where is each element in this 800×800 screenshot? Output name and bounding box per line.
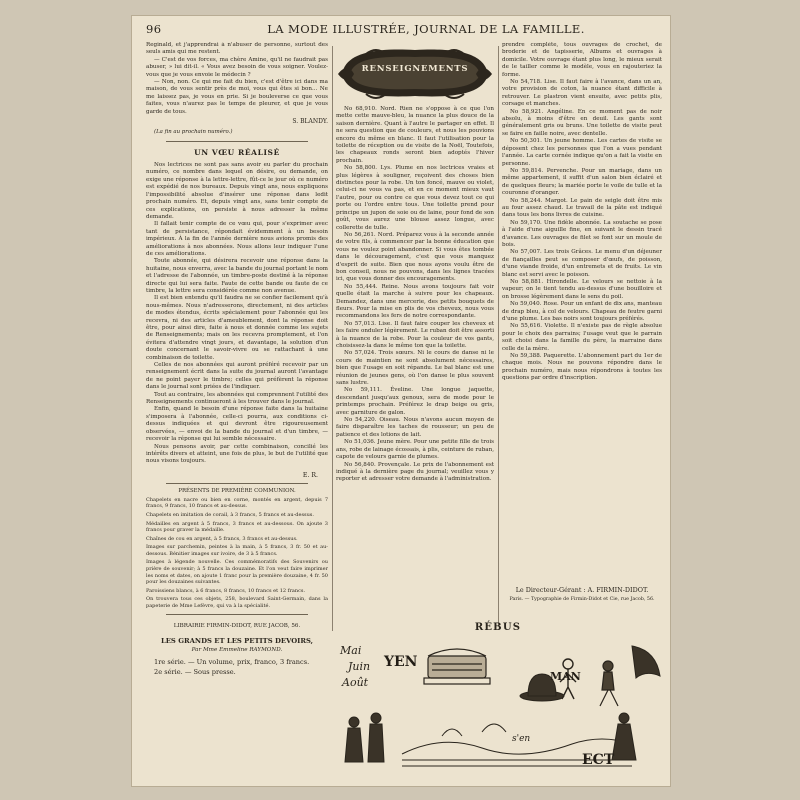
advert-line: Images sur parchemin, peintes à la main, à 5 francs, 3 fr. 50 et au-dessous. Bénitier images sur ivoire, de 3 à 5 francs.	[146, 544, 328, 557]
rebus-illustration	[332, 622, 664, 782]
rebus-title: RÉBUS	[474, 622, 522, 633]
separator	[166, 483, 308, 484]
answer-paragraph: No 58,244. Margot. Le pain de seigle doit être mis au four assez chaud. Le travail de la pâte est indiqué dans tous les bons livres de cuisine.	[502, 197, 662, 219]
book-series: 1re série. — Un volume, prix, franco, 3 francs.	[154, 657, 310, 666]
answer-paragraph: No 54,718. Lise. Il faut faire à l'avance, dans un an, votre provision de coton, la nuance étant difficile à retrouver. Le plastron vient ensuite, avec petits plis, corsage et manches.	[502, 79, 662, 108]
middle-column	[336, 42, 494, 624]
answer-paragraph: prendre complète, tous ouvrages de crochet, de broderie et de tapisserie, Albums et ouvrages à domicile. Votre ouvrage étant plus long, le mieux serait de le tailler comme le modèle, vous en rajouteriez la forme.	[502, 42, 662, 78]
section-title: UN VŒU RÉALISÉ	[194, 148, 280, 158]
rebus-handwritten: Août	[342, 676, 369, 689]
advert-line: Chaînes de cou en argent, à 5 francs, 3 francs et au-dessus.	[146, 535, 298, 542]
left-column	[146, 42, 328, 777]
answer-paragraph: No 58,921. Angéline. En ce moment pas de noir absolu, à moins d'être en deuil. Les gants sont généralement gris ou bruns. Une toilette de visite peut se faire en faille noire, avec dentelle.	[502, 108, 662, 137]
answer-paragraph: No 51,036. Jeune mère. Pour une petite fille de trois ans, robe de lainage écossais, à plis, ceinture de ruban, capote de velours garnie de plumes.	[336, 439, 494, 461]
answer-paragraph: No 59,040. Rose. Pour un enfant de dix ans, manteau de drap bleu, à col de velours. Chapeau de feutre garni d'une plume. Les bas noirs sont toujours préférés.	[502, 301, 662, 323]
separator	[166, 141, 308, 142]
right-column	[502, 42, 662, 624]
article-paragraph: Tout au contraire, les abonnées qui comprennent l'utilité des Renseignements continueront à les trouver dans le journal.	[146, 391, 328, 406]
article-paragraph: Toute abonnée, qui désirera recevoir une réponse dans la huitaine, nous enverra, avec la bande du journal portant le nom et l'adresse de l'abonnée, un timbre-poste destiné à la réponse directe qui lui sera faite. Faute de cette bande ou faute de ce timbre, la lettre sera considérée comme non avenue.	[146, 258, 328, 294]
rebus-word: ECT	[582, 752, 615, 768]
rebus-handwritten: Juin	[348, 660, 371, 673]
answer-paragraph: No 50,301. Un jeune homme. Les cartes de visite se déposent chez les personnes que l'on a vues pendant l'année. La carte cornée indique qu'on a fait la visite en personne.	[502, 138, 662, 167]
author-signature: S. BLANDY.	[292, 118, 328, 126]
advert-line: On trouvera tous ces objets, 258, boulevard Saint-Germain, dans la papeterie de Mme Lefèvre, qui va à la spécialité.	[146, 596, 328, 610]
answer-paragraph: No 57,007. Les trois Grâces. Le menu d'un déjeuner de fiançailles peut se composer d'œufs, de poisson, d'une viande froide, d'un entremets et de fruits. Le vin blanc est servi avec le poisson.	[502, 249, 662, 278]
rebus-handwritten: s'en	[512, 734, 531, 744]
book-series: 2e série. — Sous presse.	[154, 667, 236, 676]
article-paragraph: Il fallait tenir compte de ce vœu qui, pour s'exprimer avec tant de persistance, répondait évidemment à un besoin impérieux. À la fin de l'année dernière nous avions promis des améliorations à nos abonnées. Nous allons leur indiquer l'une de ces améliorations.	[146, 221, 328, 257]
answer-paragraph: No 58,800. Lys. Plume en nos lectrices vraies et plus légères à souligner, reçoivent des choses bien distinctes pour la robe. Un ton foncé, mauve ou violet, celui-ci ne vous va pas, et en ce moment mieux vaut l'autre, pour ou contre ce que vous devez tout ce qui porte ou l'ordre entre tous. Une toilette prend pour principe un jupon de soie ou de laine, pour fond de son goût, vous aurez une blouse assez longue, avec collerette de tulle.	[336, 165, 494, 231]
advert-line: Images à légende nouvelle. Ces commémoratifs des Souvenirs ou prière de souvenir; à 5 francs la douzaine. Et l'on veut faire imprimer les noms et dates, on ajoute 1 franc pour la première douzaine, 4 fr. 50 pour les douzaines suivantes.	[146, 559, 328, 586]
answer-paragraph: No 59,388. Paquerette. L'abonnement part du 1er de chaque mois. Nous ne pouvons répondre dans le prochain numéro, mais nous répondrons à toutes les questions par ordre d'inscription.	[502, 353, 662, 382]
story-paragraph: — C'est de vos forces, ma chère Amine, qu'il ne faudrait pas abuser, » lui dit-il. « Vous avez besoin de vous soigner. Voulez-vous que je vous envoie le médecin ?	[146, 56, 328, 78]
rebus-word: MAN	[550, 670, 581, 683]
article-paragraph: Celles de nos abonnées qui auront préféré recevoir par un renseignement écrit dans la suite du journal auront l'avantage de ne point payer le timbre; celles qui préfèrent la réponse dans le journal sont priées de l'indiquer.	[146, 362, 328, 391]
rebus-word: YEN	[384, 654, 418, 670]
column-divider-left	[332, 46, 333, 631]
answer-paragraph: No 55,616. Violette. Il n'existe pas de règle absolue pour le choix des parrains; l'usage veut que le parrain soit choisi dans la famille du père, la marraine dans celle de la mère.	[502, 323, 662, 352]
answer-paragraph: No 59,111. Éveline. Une longue jaquette, descendant jusqu'aux genoux, sera de mode pour le printemps prochain. Préférez le drap beige ou gris, avec garniture de galon.	[336, 387, 494, 416]
story-paragraph: Reginald, et j'apprendrai à n'abuser de personne, surtout des seuls amis qui me restent.	[146, 42, 328, 56]
book-title: LES GRANDS ET LES PETITS DEVOIRS,	[160, 636, 314, 645]
banner-title: RENSEIGNEMENTS	[361, 64, 469, 74]
printer-line: Paris. — Typographie de Firmin-Didot et Cie, rue Jacob, 56.	[509, 597, 655, 602]
advert-title: PRÉSENTS DE PREMIÈRE COMMUNION.	[178, 487, 296, 494]
answer-paragraph: No 54,220. Oiseau. Nous n'avons aucun moyen de faire disparaître les taches de rousseur; un peu de patience et des lotions de lait.	[336, 417, 494, 438]
answer-paragraph: No 56,840. Provençale. Le prix de l'abonnement est indiqué à la dernière page du journal; veuillez vous y reporter et adresser votre demande à l'administration.	[336, 461, 494, 483]
answer-paragraph: No 58,881. Hirondelle. Le velours se nettoie à la vapeur; on le tient tendu au-dessus d'une bouilloire et on brosse légèrement dans le sens du poil.	[502, 279, 662, 300]
horn-figure	[632, 646, 660, 678]
article-initials: E. R.	[302, 471, 318, 479]
inkwell-figure	[424, 649, 490, 684]
figure-woman	[612, 713, 636, 760]
walking-couple	[345, 713, 384, 762]
figure-runner	[600, 661, 618, 706]
answer-paragraph: No 55,444. Reine. Nous avons toujours fait voir quelle était la marche à suivre pour les chapeaux. Demandez, dans une mercerie, des petits bouquets de fleurs. Pour la mise en plis de vos cheveux, nous vous recommandons les fers de notre correspondante.	[336, 283, 494, 320]
publisher-line: LIBRAIRIE FIRMIN-DIDOT, RUE JACOB, 56.	[173, 622, 301, 629]
answer-paragraph: No 56,261. Nord. Préparez vous à la seconde année de votre fils, à commencer par la bonne éducation que vous ne voulez point abandonner. Si vous êtes tombée dans le découragement, c'est que vous manquez d'esprit de suite. Bien que nous ayons voulu être de bon conseil, nous ne pouvons, dans les lignes tracées ici, que vous donner des encouragements.	[336, 231, 494, 283]
advert-line: Paroissiens blancs, à 6 francs, 8 francs, 10 francs et 12 francs.	[146, 587, 306, 594]
journal-title: LA MODE ILLUSTRÉE, JOURNAL DE LA FAMILLE.	[267, 22, 585, 36]
article-paragraph: Nous pensons avoir, par cette combinaison, concilié les intérêts divers et atteint, une fois de plus, le but de l'utilité que nous visons toujours.	[146, 443, 328, 465]
running-header	[132, 16, 670, 42]
continued-note: (La fin au prochain numéro.)	[154, 129, 233, 136]
director-line: Le Directeur-Gérant : A. FIRMIN-DIDOT.	[515, 586, 649, 594]
article-paragraph: Nos lectrices ne sont pas sans avoir eu parler du prochain numéro, ce nombre dans lequel on désire, ou demande, on exige une réponse à la lettre-lettre, fût-ce le jour où ce numéro est expédié de nos bureaux. Depuis vingt ans, nous expliquons l'impossibilité absolue d'insérer une réponse dans ledit prochain numéro. Et, depuis vingt ans, sans tenir compte de ces explications, on persiste à nous adresser la même demande.	[146, 162, 328, 220]
renseignements-banner	[336, 44, 494, 102]
column-divider-right	[498, 46, 499, 626]
answer-paragraph: No 59,814. Pervenche. Pour un mariage, dans un même appartement, il suffit d'un salon bien éclairé et de quelques fleurs; la mariée porte le voile de tulle et la couronne d'oranger.	[502, 167, 662, 197]
advert-line: Chapelets en nacre ou bien en corne, montés en argent, depuis 7 francs, 9 francs, 10 francs et au-dessus.	[146, 496, 328, 510]
advert-line: Chapelets en imitation de corail, à 3 francs, 5 francs et au-dessus.	[146, 511, 314, 518]
separator	[166, 614, 308, 615]
article-paragraph: Enfin, quand le besoin d'une réponse faite dans la huitaine s'imposera à l'abonnée, celle-ci pourra, aux conditions ci-dessus indiquées et qui devront être rigoureusement observées, — envoi de la bande du journal et d'un timbre, — recevoir la réponse qui lui semble nécessaire.	[146, 406, 328, 443]
page-number: 96	[146, 22, 162, 36]
right-column-text	[502, 42, 662, 574]
journal-page	[132, 16, 670, 786]
advert-line: Médailles en argent à 5 francs, 3 francs et au-dessous. On ajoute 3 francs pour graver la médaille.	[146, 520, 328, 534]
story-paragraph: — Non, non. Ce qui me fait du bien, c'est d'être ici dans ma maison, de vous sentir près de moi, vous qui êtes si bon... Ne me laissez pas, je vous en prie. Si je bouleverse ce que vous faites, vous n'aurez pas le temps de pleurer, et que je vous garde de tous.	[146, 79, 328, 115]
answer-paragraph: No 59,170. Une fidèle abonnée. La soutache se pose à l'aide d'une aiguille fine, en suivant le dessin tracé d'avance. Les ouvrages de filet se font sur un moule de bois.	[502, 219, 662, 248]
answer-paragraph: No 68,910. Nord. Rien ne s'oppose à ce que l'on mette cette mauve-bleu, la nuance la plus douce de la saison dernière. Quant à l'autre le partager en effet. Il ne sera question que de couleurs, et nous les pouvions encore du même en blanc. Il faut l'utilisation pour la toilette de réception ou de visite de la Noël, Toutefois, les chapeaux ronds seront bien adoptés l'hiver prochain.	[336, 106, 494, 164]
answer-paragraph: No 57,013. Lise. Il faut faire couper les cheveux et les faire onduler légèrement. Le ruban doit être assorti à la nuance de la robe. Pour la couleur de vos gants, choisissez-la dans le même ton que la toilette.	[336, 320, 494, 349]
answer-paragraph: No 57,024. Trois sœurs. Ni le cours de danse ni le cours de maintien ne sont absolument nécessaires, bien que l'usage en soit répandu. Le bal blanc est une réunion de jeunes gens, où l'on danse le plus souvent sans lustre.	[336, 350, 494, 387]
article-paragraph: Il est bien entendu qu'il faudra ne se confier facilement qu'à nous-mêmes. Nous n'adresserons, directement, ni des articles de modes étendus, écrits spécialement pour l'abonnée qui les recevra, ni des articles d'ameublement, dont la réponse doit être, pour ainsi dire, faite à nous et donnée comme les sujets de Renseignements; mais on les recevra promptement, et l'on évitera d'attendre vingt jours, et davantage, la solution d'un doute concernant le savoir-vivre ou se rattachant à une combinaison de toilette.	[146, 295, 328, 361]
book-author: Par Mme Emmeline RAYMOND.	[191, 646, 283, 653]
rebus-handwritten: Mai	[340, 644, 362, 657]
